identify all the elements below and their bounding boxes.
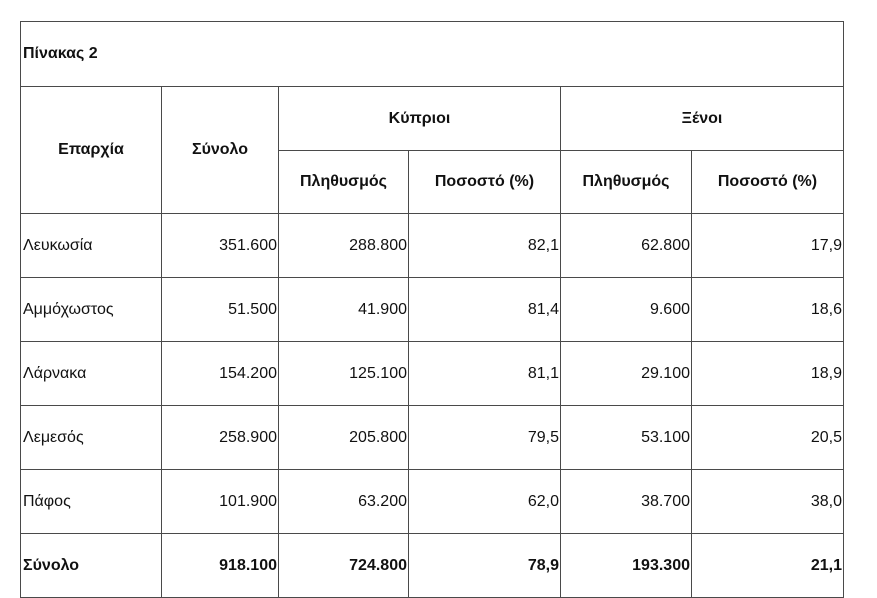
header-foreigners: Ξένοι: [561, 87, 844, 151]
cell-cypriots-population: 125.100: [279, 342, 409, 406]
cell-total: 101.900: [162, 470, 279, 534]
table-caption: Πίνακας 2: [21, 22, 844, 87]
header-foreigners-percent: Ποσοστό (%): [692, 151, 844, 214]
cell-foreigners-population: 9.600: [561, 278, 692, 342]
cell-district: Αμμόχωστος: [21, 278, 162, 342]
table-row: [21, 406, 844, 470]
cell-foreigners-percent: 17,9: [692, 214, 844, 278]
cell-total: 258.900: [162, 406, 279, 470]
cell-cypriots-population: 288.800: [279, 214, 409, 278]
cell-total: 51.500: [162, 278, 279, 342]
cell-foreigners-population: 53.100: [561, 406, 692, 470]
cell-cypriots-percent: 62,0: [409, 470, 561, 534]
table-row: [21, 214, 844, 278]
cell-foreigners-population: 38.700: [561, 470, 692, 534]
cell-grand-total: 918.100: [162, 534, 279, 598]
table-total-row: [21, 534, 844, 598]
cell-foreigners-population: 29.100: [561, 342, 692, 406]
cell-cypriots-population: 41.900: [279, 278, 409, 342]
cell-foreigners-population: 62.800: [561, 214, 692, 278]
cell-total-cypriots-percent: 78,9: [409, 534, 561, 598]
cell-cypriots-population: 205.800: [279, 406, 409, 470]
cell-total-foreigners-percent: 21,1: [692, 534, 844, 598]
cell-cypriots-percent: 82,1: [409, 214, 561, 278]
cell-cypriots-percent: 81,1: [409, 342, 561, 406]
header-cypriots-percent: Ποσοστό (%): [409, 151, 561, 214]
cell-total: 351.600: [162, 214, 279, 278]
table-row: [21, 278, 844, 342]
header-total: Σύνολο: [162, 87, 279, 214]
cell-foreigners-percent: 38,0: [692, 470, 844, 534]
cell-district: Λευκωσία: [21, 214, 162, 278]
table-row: [21, 342, 844, 406]
header-district: Επαρχία: [21, 87, 162, 214]
cell-foreigners-percent: 18,6: [692, 278, 844, 342]
population-table-container: [20, 21, 843, 598]
cell-total-label: Σύνολο: [21, 534, 162, 598]
cell-foreigners-percent: 20,5: [692, 406, 844, 470]
table-row: [21, 470, 844, 534]
cell-cypriots-percent: 81,4: [409, 278, 561, 342]
header-cypriots: Κύπριοι: [279, 87, 561, 151]
cell-district: Λεμεσός: [21, 406, 162, 470]
population-table: [20, 21, 844, 598]
cell-district: Λάρνακα: [21, 342, 162, 406]
header-cypriots-population: Πληθυσμός: [279, 151, 409, 214]
header-foreigners-population: Πληθυσμός: [561, 151, 692, 214]
cell-total-cypriots-population: 724.800: [279, 534, 409, 598]
cell-district: Πάφος: [21, 470, 162, 534]
cell-foreigners-percent: 18,9: [692, 342, 844, 406]
cell-cypriots-population: 63.200: [279, 470, 409, 534]
cell-cypriots-percent: 79,5: [409, 406, 561, 470]
cell-total-foreigners-population: 193.300: [561, 534, 692, 598]
cell-total: 154.200: [162, 342, 279, 406]
